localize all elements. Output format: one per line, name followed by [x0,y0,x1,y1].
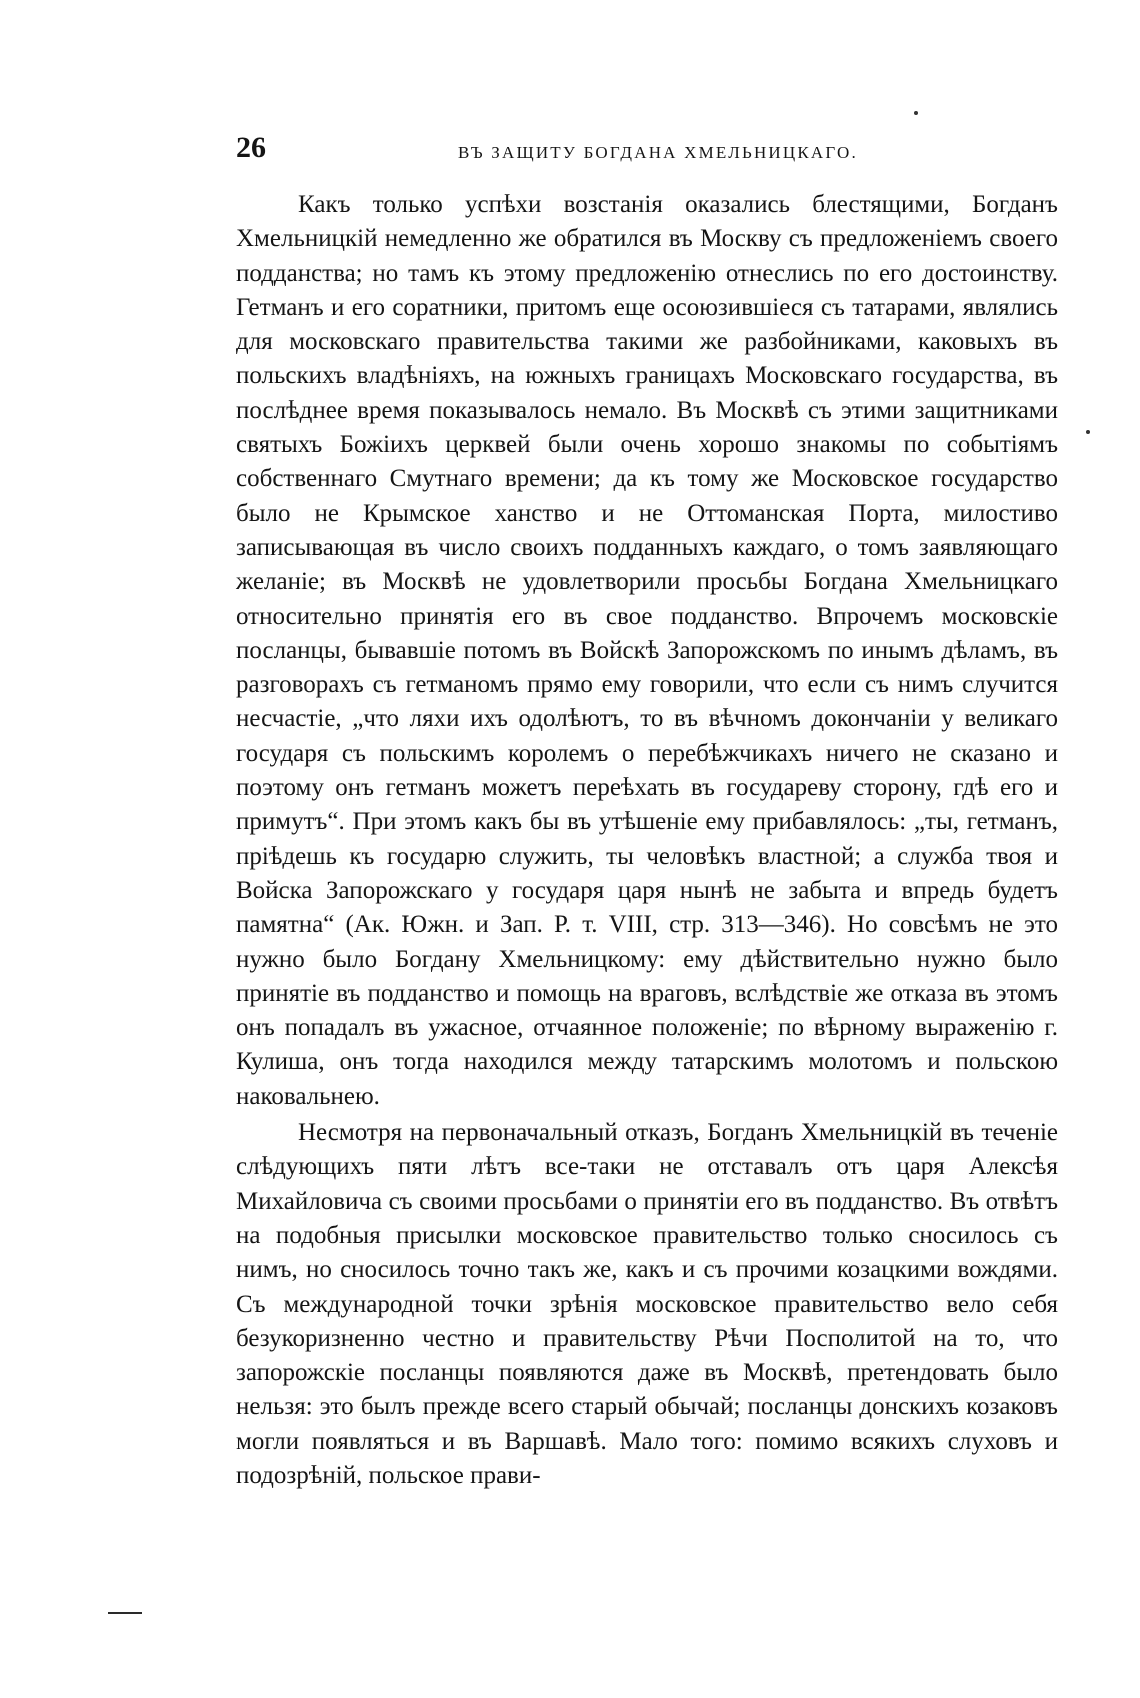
page-header [236,133,1058,169]
paragraph-1: Какъ только успѣхи возстанія оказались блестящими, Богданъ Хмельницкій немедленно же обратился въ Москву съ предложеніемъ своего подданства; но тамъ къ этому предложенію отнеслись по его достоинству. Гетманъ и его соратники, притомъ еще осоюзившіеся съ татарами, являлись для московскаго правительства такими же разбойниками, каковыхъ въ польскихъ владѣніяхъ, на южныхъ границахъ Московскаго государства, въ послѣднее время показывалось немало. Въ Москвѣ съ этими защитниками святыхъ Божіихъ церквей были очень хорошо знакомы по событіямъ собственнаго Смутнаго времени; да къ тому же Московское государство было не Крымское ханство и не Оттоманская Порта, милостиво записывающая въ число своихъ подданныхъ каждаго, о томъ заявляющаго желаніе; въ Москвѣ не удовлетворили просьбы Богдана Хмельницкаго относительно принятія его въ свое подданство. Впрочемъ московскіе посланцы, бывавшіе потомъ въ Войскѣ Запорожскомъ по инымъ дѣламъ, въ разговорахъ съ гетманомъ прямо ему говорили, что если съ нимъ случится несчастіе, „что ляхи ихъ одолѣютъ, то въ вѣчномъ докончаніи у великаго государя съ польскимъ королемъ о перебѣжчикахъ ничего не сказано и поэтому онъ гетманъ можетъ переѣхать въ государеву сторону, гдѣ его и примутъ“. При этомъ какъ бы въ утѣшеніе ему прибавлялось: „ты, гетманъ, пріѣдешь къ государю служить, ты человѣкъ властной; а служба твоя и Войска Запорожскаго у государя царя нынѣ не забыта и впредь будетъ памятна“ (Ак. Южн. и Зап. Р. т. VIII, стр. 313—346). Но совсѣмъ не это нужно было Богдану Хмельницкому: ему дѣйствительно нужно было принятіе въ подданство и помощь на враговъ, вслѣдствіе же отказа въ этомъ онъ попадалъ въ ужасное, отчаянное положеніе; по вѣрному выраженію г. Кулиша, онъ тогда находился между татарскимъ молотомъ и польскою наковальнею. [236,191,1058,1110]
page-number: 26 [236,131,266,164]
paragraph-2: Несмотря на первоначальный отказъ, Богданъ Хмельницкій въ теченіе слѣдующихъ пяти лѣтъ все-таки не отставалъ отъ царя Алексѣя Михайловича съ своими просьбами о принятіи его въ подданство. Въ отвѣтъ на подобныя присылки московское правительство только сносилось съ нимъ, но сносилось точно такъ же, какъ и съ прочими козацкими вождями. Съ международной точки зрѣнія московское правительство вело себя безукоризненно честно и правительству Рѣчи Посполитой на то, что запорожскіе посланцы появляются даже въ Москвѣ, претендовать было нельзя: это былъ прежде всего старый обычай; посланцы донскихъ козаковъ могли появляться и въ Варшавѣ. Мало того: помимо всякихъ слуховъ и подозрѣній, польское прави- [236,1119,1058,1489]
margin-dash-mark [108,1612,142,1614]
body-text [236,188,1058,1493]
scan-speck [1086,430,1090,434]
scan-speck [914,111,918,115]
running-title: ВЪ ЗАЩИТУ БОГДАНА ХМЕЛЬНИЦКАГО. [458,143,858,162]
